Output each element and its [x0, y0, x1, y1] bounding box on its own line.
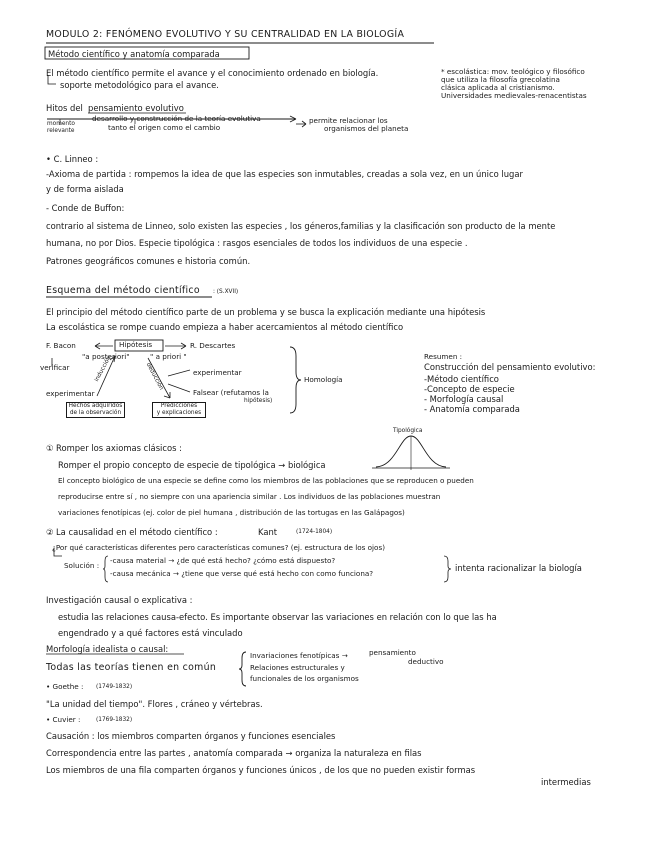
goethe-years: (1749-1832) [96, 684, 133, 690]
section-heading-romper: Romper los axiomas clásicos : [56, 443, 182, 453]
paragraph-line: Los miembros de una fila comparten órganos y funciones únicos , de los que no pueden existir formas [46, 765, 476, 775]
section-heading-metodo: Método científico y anatomía comparada [48, 49, 220, 59]
falsear-label: Falsear (refutamos la [193, 388, 269, 397]
experimentar-right: experimentar [193, 368, 242, 377]
desarrollo-text: desarrollo y construcción de la teoría evolutiva [92, 114, 261, 123]
paragraph-line: La escolástica se rompe cuando empieza a haber acercamientos al método científico [46, 322, 404, 332]
paragraph-line: "La unidad del tiempo". Flores , cráneo y vértebras. [46, 699, 263, 709]
resumen-subtitle: Construcción del pensamiento evolutivo: [424, 362, 596, 372]
paragraph-line: humana, no por Dios. Especie tipológica : rasgos esenciales de todos los individuos de una especie . [46, 238, 468, 248]
resumen-item: -Método científico [424, 374, 499, 384]
permite-text: organismos del planeta [324, 124, 409, 133]
descartes-label: R. Descartes [190, 341, 236, 350]
paragraph-line: Romper el propio concepto de especie de tipológica → biológica [58, 460, 326, 470]
solucion-item: -causa material → ¿de qué está hecho? ¿cómo está dispuesto? [110, 556, 336, 565]
momento-label: relevante [47, 128, 75, 134]
paragraph-line: Correspondencia entre las partes , anatomía comparada → organiza la naturaleza en filas [46, 748, 422, 758]
predicciones-line: Predicciones [160, 403, 198, 409]
morfologia-heading: Morfología idealista o causal: [46, 644, 169, 654]
permite-text: permite relacionar los [309, 116, 388, 125]
intenta-label: intenta racionalizar la biología [455, 563, 582, 573]
pensamiento-label: pensamiento [369, 648, 416, 657]
predicciones-line: y explicaciones [156, 409, 202, 416]
pregunta-line: ¿Por qué características diferentes pero características comunes? (ej. estructura de los ojos) [52, 543, 385, 552]
cuvier-years: (1769-1832) [96, 717, 133, 723]
brace-item: funcionales de los organismos [250, 674, 359, 683]
paragraph-line: y de forma aislada [46, 184, 124, 194]
causalidad-heading: La causalidad en el método científico : [56, 527, 218, 537]
hechos-box [66, 402, 125, 418]
resumen-item: - Morfología causal [424, 394, 504, 404]
todas-teorias: Todas las teorías tienen en común [46, 662, 217, 673]
paragraph-line: El concepto biológico de una especie se define como los miembros de las poblaciones que se reproducen o pueden [58, 476, 474, 485]
paragraph-line: Causación : los miembros comparten órganos y funciones esenciales [46, 731, 336, 741]
linneo-label: • C. Linneo : [46, 154, 99, 164]
verificar-label: verificar [40, 363, 70, 372]
experimentar-left: experimentar [46, 389, 95, 398]
hitos-underlined: pensamiento evolutivo [88, 103, 184, 113]
buffon-label: - Conde de Buffon: [46, 203, 125, 213]
investigacion-heading: Investigación causal o explicativa : [46, 595, 193, 605]
brace-item: Invariaciones fenotípicas → [250, 651, 348, 660]
paragraph-line: Patrones geográficos comunes e historia común. [46, 256, 251, 266]
kant-years: (1724-1804) [296, 529, 333, 535]
circle-number-1: ① [46, 443, 54, 453]
resumen-title: Resumen : [424, 352, 463, 361]
falsear-label: hipótesis) [244, 398, 273, 404]
paragraph-line: El principio del método científico parte de un problema y se busca la explicación mediante una hipótesis [46, 307, 486, 317]
a-posteriori-label: "a posteriori" [82, 352, 130, 361]
kant-label: Kant [258, 527, 278, 537]
paragraph-line: contrario al sistema de Linneo, solo existen las especies , los géneros,familias y la clasificación son producto de la mente [46, 221, 556, 231]
hechos-line: de la observación [69, 409, 122, 416]
momento-label: momento [47, 121, 75, 127]
paragraph-line: intermedias [541, 777, 591, 787]
solucion-item: -causa mecánica → ¿tiene que verse qué está hecho con como funciona? [110, 569, 374, 578]
paragraph-line: engendrado y a qué factores está vinculado [58, 628, 243, 638]
bacon-label: F. Bacon [46, 341, 76, 350]
solucion-label: Solución : [64, 561, 100, 570]
resumen-item: -Concepto de especie [424, 384, 515, 394]
hitos-label: Hitos del [46, 103, 83, 113]
resumen-item: - Anatomía comparada [424, 404, 520, 414]
paragraph-line: -Axioma de partida : rompemos la idea de que las especies son inmutables, creadas a sola vez, en un único lugar [46, 169, 523, 179]
homologia-label: Homología [304, 375, 343, 384]
side-note-line: * escolástica: mov. teológico y filosófico [441, 67, 585, 76]
hechos-line: Hechos adquiridos [68, 403, 123, 409]
deduccion-label: deducción [144, 362, 164, 392]
paragraph-line: soporte metodológico para el avance. [60, 80, 219, 90]
desarrollo-text: tanto el origen como el cambio [108, 123, 221, 132]
paragraph-line: El método científico permite el avance y el conocimiento ordenado en biología. [46, 68, 379, 78]
heading-note: : (S.XVII) [213, 289, 239, 295]
predicciones-box [152, 402, 206, 418]
paragraph-line: reproducirse entre sí , no siempre con una apariencia similar . Los individuos de las poblaciones muestran [58, 492, 441, 501]
induccion-label: inducción [94, 355, 113, 383]
pensamiento-label: deductivo [408, 657, 444, 666]
section-heading-esquema: Esquema del método científico [46, 285, 200, 296]
circle-number-2: ② [46, 527, 54, 537]
page-title: MODULO 2: FENÓMENO EVOLUTIVO Y SU CENTRALIDAD EN LA BIOLOGÍA [46, 29, 405, 40]
a-priori-label: " a priori " [150, 352, 187, 361]
side-note-line: clásica aplicada al cristianismo. [441, 83, 555, 92]
brace-item: Relaciones estructurales y [250, 663, 345, 672]
cuvier-label: • Cuvier : [46, 715, 81, 724]
side-note-line: que utiliza la filosofía grecolatina [441, 75, 560, 84]
goethe-label: • Goethe : [46, 682, 84, 691]
paragraph-line: estudia las relaciones causa-efecto. Es importante observar las variaciones en relación con lo que las ha [58, 612, 497, 622]
paragraph-line: variaciones fenotípicas (ej. color de piel humana , distribución de las tortugas en las Galápagos) [58, 508, 405, 517]
side-note-line: Universidades medievales-renacentistas [441, 91, 587, 100]
hipotesis-box: Hipótesis [119, 340, 153, 349]
tipologica-label: Tipológica [393, 428, 423, 434]
